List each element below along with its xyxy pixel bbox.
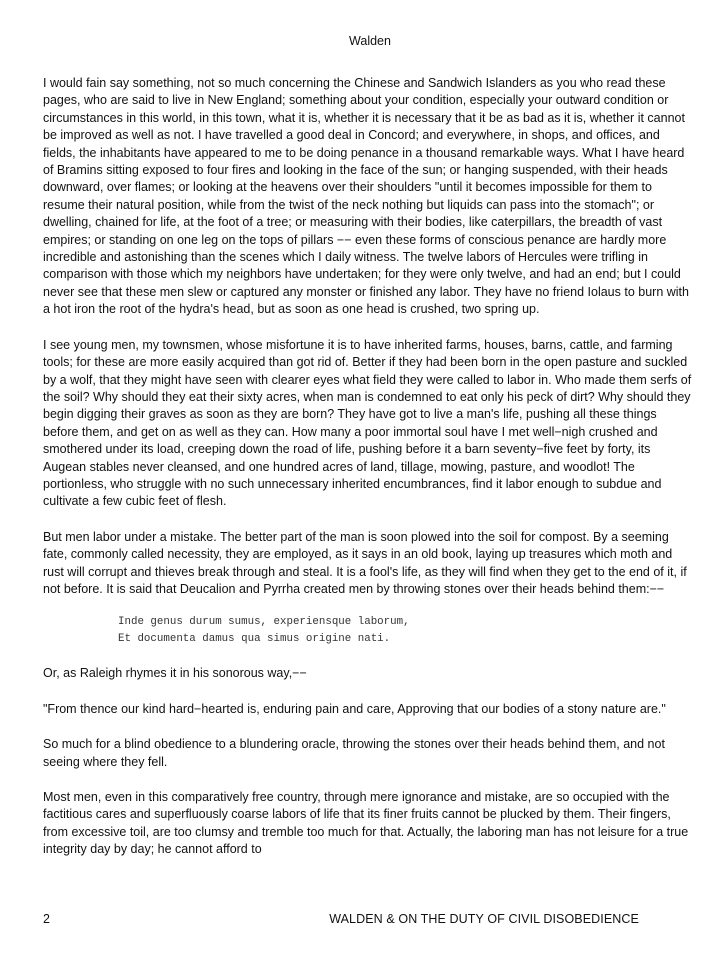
body-text (43, 75, 693, 877)
raleigh-quote: "From thence our kind hard−hearted is, enduring pain and care, Approving that our bodies of a stony nature are." (43, 701, 666, 716)
book-title-footer: WALDEN & ON THE DUTY OF CIVIL DISOBEDIENCE (329, 912, 639, 926)
paragraph: Most men, even in this comparatively free country, through mere ignorance and mistake, are so occupied with the factitious cares and superfluously coarse labors of life that its finer fruits cannot be plucked by them. Their fingers, from excessive toil, are too clumsy and tremble too much for that. Actually, the laboring man has not leisure for a true integrity day by day; he cannot afford to (43, 790, 689, 857)
verse-line: Et documenta damus qua simus origine nati. (118, 632, 391, 645)
paragraph: So much for a blind obedience to a blundering oracle, throwing the stones over their heads behind them, and not seeing where they fell. (43, 737, 665, 769)
paragraph: But men labor under a mistake. The better part of the man is soon plowed into the soil for compost. By a seeming fate, commonly called necessity, they are employed, as it says in an old book, laying up treasures which moth and rust will corrupt and thieves break through and steal. It is a fool's life, as they will find when they get to the end of it, if not before. It is said that Deucalion and Pyrrha created men by throwing stones over their heads behind them:−− (43, 529, 687, 596)
latin-verse-quote (118, 614, 693, 647)
verse-line: Inde genus durum sumus, experiensque laborum, (118, 616, 410, 629)
paragraph: Or, as Raleigh rhymes it in his sonorous way,−− (43, 666, 307, 681)
running-title: Walden (349, 34, 391, 48)
paragraph: I would fain say something, not so much concerning the Chinese and Sandwich Islanders as you who read these pages, who are said to live in New England; something about your condition, especially your outward condition or circumstances in this world, in this town, what it is, whether it is necessary that it be as bad as it is, whether it cannot be improved as well as not. I have travelled a good deal in Concord; and everywhere, in shops, and offices, and fields, the inhabitants have appeared to me to be doing penance in a thousand remarkable ways. What I have heard of Bramins sitting exposed to four fires and looking in the face of the sun; or hanging suspended, with their heads downward, over flames; or looking at the heavens over their shoulders "until it becomes impossible for them to resume their natural position, while from the twist of the neck nothing but liquids can pass into the stomach"; or dwelling, chained for life, at the foot of a tree; or measuring with their bodies, like caterpillars, the breadth of vast empires; or standing on one leg on the tops of pillars −− even these forms of conscious penance are hardly more incredible and astonishing than the scenes which I daily witness. The twelve labors of Hercules were trifling in comparison with those which my neighbors have undertaken; for they were only twelve, and had an end; but I could never see that these men slew or captured any monster or finished any labor. They have no friend Iolaus to burn with a hot iron the root of the hydra's head, but as soon as one head is crushed, two spring up. (43, 76, 689, 317)
paragraph: I see young men, my townsmen, whose misfortune it is to have inherited farms, houses, barns, cattle, and farming tools; for these are more easily acquired than got rid of. Better if they had been born in the open pasture and suckled by a wolf, that they might have seen with clearer eyes what field they were called to labor in. Who made them serfs of the soil? Why should they eat their sixty acres, when man is condemned to eat only his peck of dirt? Why should they begin digging their graves as soon as they are born? They have got to live a man's life, pushing all these things before them, and get on as well as they can. How many a poor immortal soul have I met well−nigh crushed and smothered under its load, creeping down the road of life, pushing before it a barn seventy−five feet by forty, its Augean stables never cleansed, and one hundred acres of land, tillage, mowing, pasture, and woodlot! The portionless, who struggle with no such unnecessary inherited encumbrances, find it labor enough to subdue and cultivate a few cubic feet of flesh. (43, 337, 692, 509)
page-number: 2 (43, 912, 50, 926)
